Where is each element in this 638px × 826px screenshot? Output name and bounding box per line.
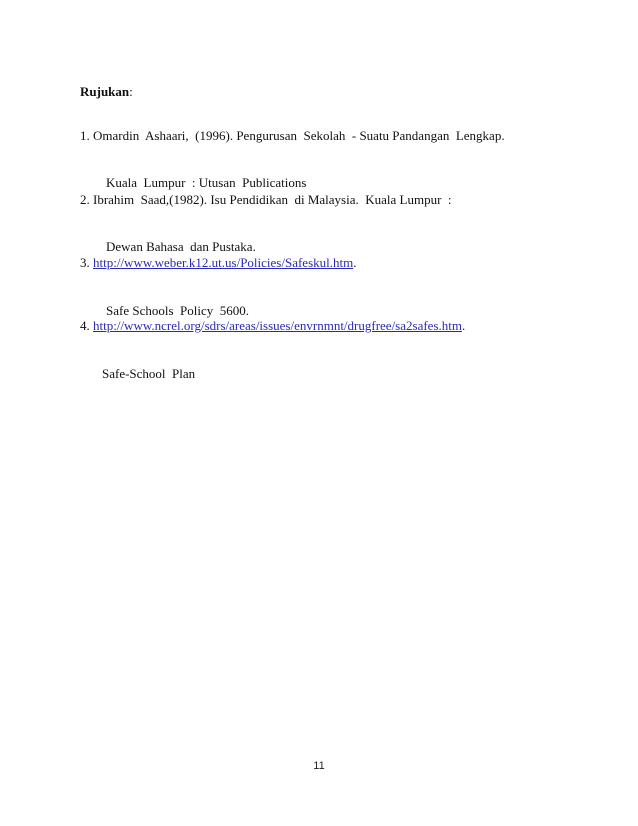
references-heading-colon: : <box>129 84 133 99</box>
page-number: 11 <box>313 760 325 772</box>
reference-3-line-1 <box>80 255 356 271</box>
reference-4-title: Safe-School Plan <box>102 366 196 381</box>
reference-2-publisher: Dewan Bahasa dan Pustaka. <box>106 239 256 254</box>
reference-1-citation: Omardin Ashaari, (1996). Pengurusan Sekolah - Suatu Pandangan Lengkap. <box>93 128 505 143</box>
references-heading-label: Rujukan <box>80 84 130 99</box>
reference-4-link[interactable]: http://www.ncrel.org/sdrs/areas/issues/envrnmnt/drugfree/sa2safes.htm <box>93 318 462 333</box>
reference-4-period: . <box>461 318 466 333</box>
reference-4-line-2 <box>89 350 195 398</box>
reference-2-citation: Ibrahim Saad,(1982). Isu Pendidikan di Malaysia. Kuala Lumpur : <box>93 192 452 207</box>
reference-4-line-1 <box>80 318 465 334</box>
reference-3-title: Safe Schools Policy 5600. <box>106 303 249 318</box>
reference-2-line-1 <box>80 192 452 208</box>
reference-1-publisher: Kuala Lumpur : Utusan Publications <box>106 175 307 190</box>
reference-3-link[interactable]: http://www.weber.k12.ut.us/Policies/Safeskul.htm <box>93 255 354 270</box>
reference-1-line-1 <box>80 128 505 144</box>
reference-3-period: . <box>353 255 357 270</box>
reference-1-number: 1. <box>80 128 90 143</box>
references-heading <box>80 84 133 100</box>
reference-2-number: 2. <box>80 192 90 207</box>
reference-4-number: 4. <box>80 318 90 333</box>
reference-3-number: 3. <box>80 255 90 270</box>
